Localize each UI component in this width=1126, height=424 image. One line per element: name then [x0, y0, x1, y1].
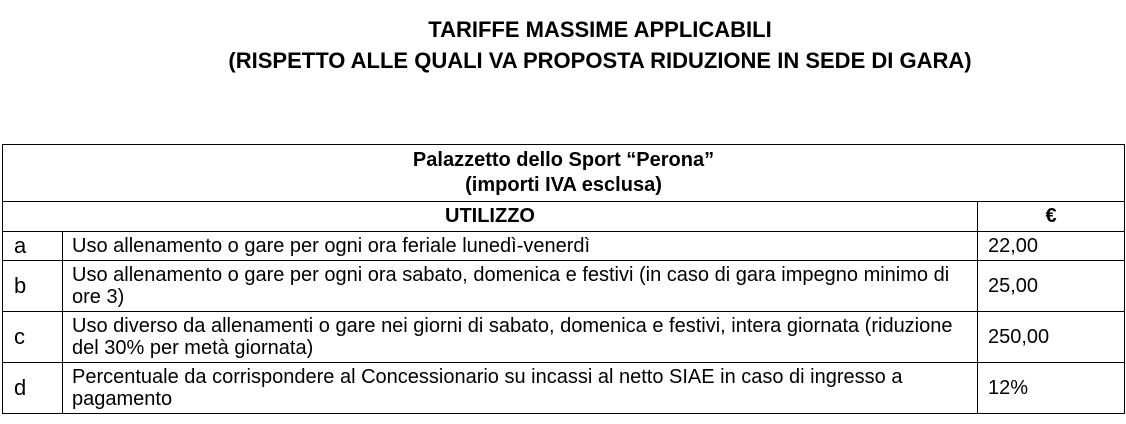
- document-heading: [0, 14, 1126, 76]
- row-price: 25,00: [978, 261, 1125, 312]
- row-description: Uso diverso da allenamenti o gare nei giorni di sabato, domenica e festivi, intera giornata (riduzione del 30% per metà giornata): [63, 312, 978, 363]
- table-header-row: [3, 202, 1125, 232]
- row-letter: c: [3, 312, 63, 363]
- heading-title: TARIFFE MASSIME APPLICABILI: [428, 17, 772, 42]
- table-row: [3, 261, 1125, 312]
- venue-name: Palazzetto dello Sport “Perona”: [412, 149, 715, 171]
- row-description: Uso allenamento o gare per ogni ora sabato, domenica e festivi (in caso di gara impegno minimo di ore 3): [63, 261, 978, 312]
- heading-subtitle: (RISPETTO ALLE QUALI VA PROPOSTA RIDUZIONE IN SEDE DI GARA): [228, 48, 972, 73]
- vat-note: (importi IVA esclusa): [465, 174, 662, 196]
- row-description: Percentuale da corrispondere al Concessionario su incassi al netto SIAE in caso di ingresso a pagamento: [63, 363, 978, 414]
- row-description: Uso allenamento o gare per ogni ora feriale lunedì-venerdì: [63, 232, 978, 261]
- tariff-table: [2, 144, 1125, 414]
- table-row: [3, 312, 1125, 363]
- table-row: [3, 363, 1125, 414]
- row-letter: d: [3, 363, 63, 414]
- column-header-price: €: [978, 202, 1125, 232]
- row-letter: a: [3, 232, 63, 261]
- column-header-usage: UTILIZZO: [3, 202, 978, 232]
- row-price: 22,00: [978, 232, 1125, 261]
- row-letter: b: [3, 261, 63, 312]
- table-caption: [3, 145, 1125, 202]
- row-price: 250,00: [978, 312, 1125, 363]
- table-row: [3, 232, 1125, 261]
- table-caption-row: [3, 145, 1125, 202]
- row-price: 12%: [978, 363, 1125, 414]
